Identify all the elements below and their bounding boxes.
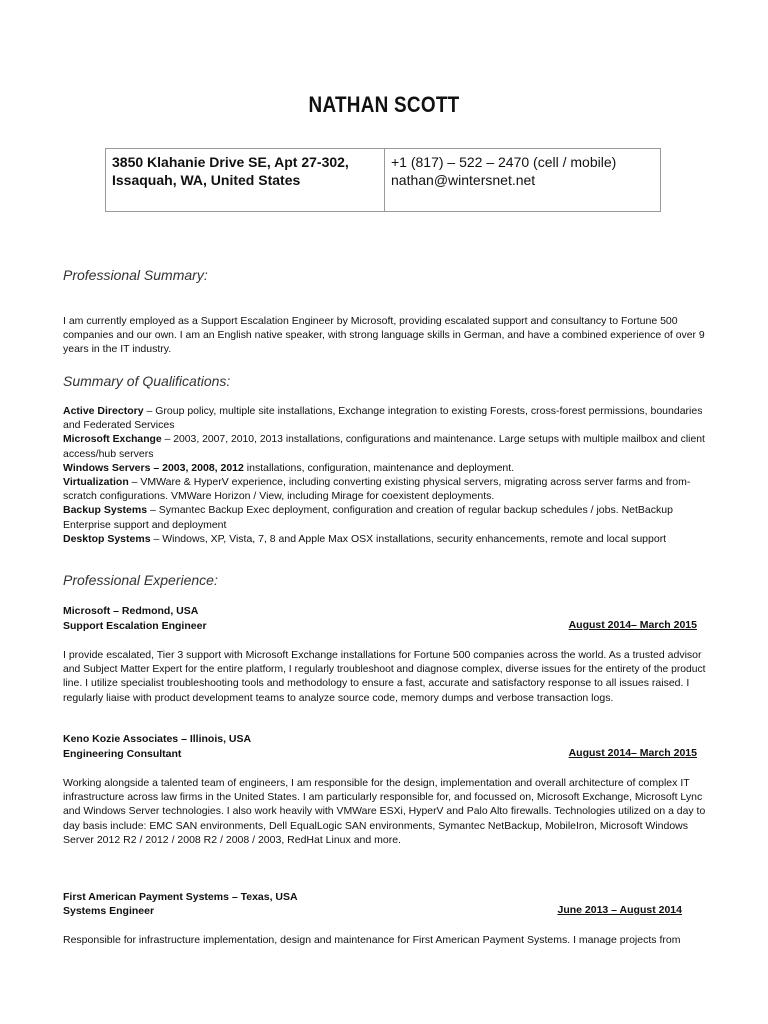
job-title: Engineering Consultant [63, 748, 182, 760]
job-description-line: and Windows Server technologies. I also work heavily with VMWare ESXi, HyperV and Palo Alto firewalls. Technologies utilized on a day to [63, 805, 706, 818]
qualification-label: Microsoft Exchange [63, 433, 162, 446]
job-description-line: Responsible for infrastructure implementation, design and maintenance for First American Payment Systems. I manage projects from [63, 934, 681, 946]
address-cell [106, 149, 385, 211]
qualification-text: – Symantec Backup Exec deployment, configuration and creation of regular backup schedules / jobs. NetBackup [147, 504, 673, 517]
job-description [63, 776, 706, 847]
qualification-text: – Group policy, multiple site installations, Exchange integration to existing Forests, cross-forest permissions, boundaries [143, 405, 703, 417]
job-dates: August 2014– March 2015 [568, 747, 697, 759]
qualification-text: – VMWare & HyperV experience, including converting existing physical servers, migrating across server farms and from- [128, 476, 691, 489]
qualification-label: Desktop Systems [63, 532, 151, 545]
qualification-label: Backup Systems [63, 504, 148, 517]
qualification-label: Windows Servers – 2003, 2008, 2012 [63, 461, 244, 474]
job-company: Keno Kozie Associates – Illinois, USA [63, 733, 252, 745]
summary-heading: Professional Summary: [63, 267, 208, 283]
job-title: Support Escalation Engineer [63, 620, 207, 632]
job-company: Microsoft – Redmond, USA [63, 605, 199, 617]
job-description-line: and Subject Matter Expert for the entire platform, I regularly troubleshoot and diagnose complex, diverse issues for the entirety of the product [63, 663, 706, 676]
job-description [63, 648, 706, 705]
summary-paragraph [63, 314, 703, 357]
job-description-line: Server 2012 R2 / 2012 / 2008 R2 / 2008 / 2003, RedHat Linux and more. [63, 833, 401, 846]
contact-table [105, 148, 661, 212]
qualification-text-cont: access/hub servers [63, 447, 154, 460]
qualification-item [63, 532, 703, 546]
qualification-item [63, 432, 705, 446]
job-dates: August 2014– March 2015 [568, 619, 697, 631]
qualification-item [63, 475, 703, 489]
resume-name: NATHAN SCOTT [308, 92, 460, 117]
qualification-label: Virtualization [63, 476, 129, 489]
qualification-text: installations, configuration, maintenance and deployment. [243, 461, 515, 474]
summary-line: years in the IT industry. [63, 343, 172, 356]
qualification-item [63, 503, 703, 517]
phone-number: +1 (817) – 522 – 2470 (cell / mobile) [391, 154, 617, 170]
qualification-text-cont: scratch configurations. VMWare Horizon / View, including Mirage for coexistent deployments. [63, 490, 495, 503]
job-dates: June 2013 – August 2014 [557, 904, 682, 916]
address-line-2: Issaquah, WA, United States [112, 172, 301, 188]
summary-line: I am currently employed as a Support Escalation Engineer by Microsoft, providing escalated support and consultancy to Fortune 500 [63, 315, 678, 327]
qualification-text: – 2003, 2007, 2010, 2013 installations, configurations and maintenance. Large setups with multiple mailbox and client [161, 433, 705, 446]
experience-heading: Professional Experience: [63, 572, 218, 588]
job-title: Systems Engineer [63, 905, 155, 917]
job-company: First American Payment Systems – Texas, USA [63, 891, 298, 903]
job-description-line: day basis include: EMC SAN environments, Dell EqualLogic SAN environments, Symantec NetBackup, MobileIron, Microsoft Windows [63, 819, 689, 832]
email-address: nathan@wintersnet.net [391, 172, 536, 188]
summary-line: companies and our own. I am an English native speaker, with strong language skills in German, and have a combined experience of over 9 [63, 329, 705, 342]
qualification-item [63, 404, 703, 418]
qualification-text: – Windows, XP, Vista, 7, 8 and Apple Max OSX installations, security enhancements, remote and local support [150, 532, 667, 545]
qualifications-heading: Summary of Qualifications: [63, 373, 231, 389]
address-line-1: 3850 Klahanie Drive SE, Apt 27-302, [112, 154, 349, 170]
qualification-text-cont: Enterprise support and deployment [63, 518, 227, 531]
job-description-line: Working alongside a talented team of engineers, I am responsible for the design, implementation and overall architecture of complex IT [63, 777, 690, 789]
job-description-line: regularly liaise with product development teams to analyze source code, memory dumps and verbose transaction logs. [63, 691, 614, 704]
qualification-label: Active Directory [63, 405, 144, 417]
job-description-line: I provide escalated, Tier 3 support with Microsoft Exchange installations for Fortune 500 companies across the world. As a trusted advisor [63, 649, 702, 661]
job-description-line: line. I utilize specialist troubleshooting tools and methodology to ensure a fast, accurate and satisfactory response to all issues raised. I [63, 677, 690, 690]
qualification-text-cont: and Federated Services [63, 419, 175, 432]
phone-email-cell [385, 149, 660, 211]
qualification-item [63, 461, 703, 475]
job-description-line: infrastructure across law firms in the United States. I am particularly responsible for, and focussed on, Microsoft Exchange, Microsoft Lync [63, 791, 703, 804]
qualifications-list [63, 404, 703, 546]
job-description [63, 933, 703, 947]
